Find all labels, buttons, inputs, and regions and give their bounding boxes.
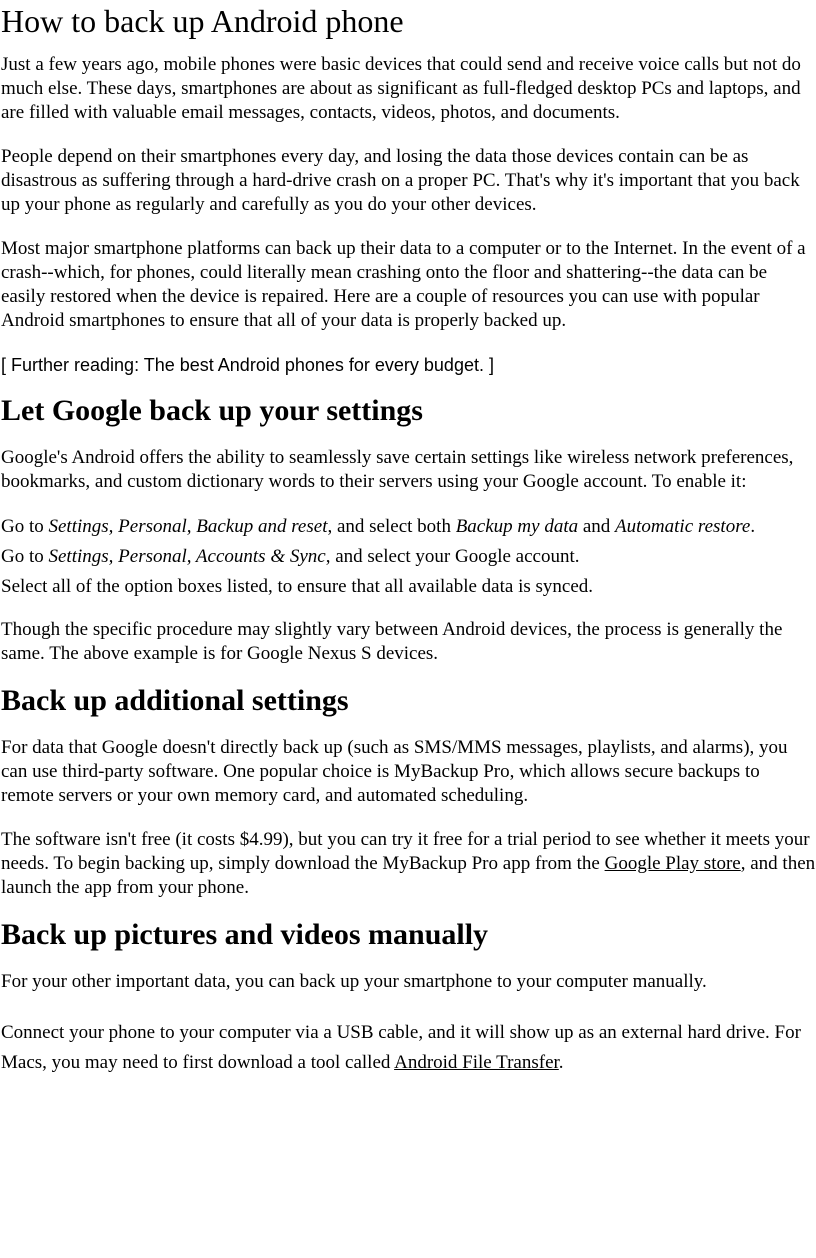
section-heading-google-backup: Let Google back up your settings — [1, 394, 423, 427]
android-file-transfer-link[interactable]: Android File Transfer — [394, 1052, 559, 1073]
option-backup-my-data: Backup my data — [455, 516, 579, 537]
option-automatic-restore: Automatic restore — [615, 516, 751, 537]
section1-paragraph-2: Though the specific procedure may slightly vary between Android devices, the process is generally the same. The above example is for Google Nexus S devices. — [1, 619, 783, 664]
google-play-store-link[interactable]: Google Play store — [604, 853, 741, 874]
further-reading-note: [ Further reading: The best Android phones for every budget. ] — [1, 355, 494, 375]
section2-paragraph-2: The software isn't free (it costs $4.99), but you can try it free for a trial period to see whether it meets your needs. To begin backing up, simply download the MyBackup Pro app from the Google Play store, and then launch the app from your phone. — [1, 829, 816, 898]
intro-paragraph-1: Just a few years ago, mobile phones were basic devices that could send and receive voice calls but not do much else. These days, smartphones are about as significant as full-fledged desktop PCs and laptops, and are filled with valuable email messages, contacts, videos, photos, and documents. — [1, 54, 801, 123]
step-2: Go to Settings, Personal, Accounts & Sync, and select your Google account. — [1, 546, 580, 567]
intro-paragraph-3: Most major smartphone platforms can back up their data to a computer or to the Internet. In the event of a crash--which, for phones, could literally mean crashing onto the floor and shattering--the data can be easily restored when the device is repaired. Here are a couple of resources you can use with popular Android smartphones to ensure that all of your data is properly backed up. — [1, 238, 806, 331]
step-3: Select all of the option boxes listed, to ensure that all available data is synced. — [1, 576, 593, 597]
section3-paragraph-1: For your other important data, you can back up your smartphone to your computer manually. — [1, 971, 707, 992]
step-1: Go to Settings, Personal, Backup and reset, and select both Backup my data and Automatic restore. — [1, 516, 756, 537]
settings-path-backup: Settings, Personal, Backup and reset — [48, 516, 328, 537]
page-title: How to back up Android phone — [1, 3, 404, 39]
section2-paragraph-1: For data that Google doesn't directly back up (such as SMS/MMS messages, playlists, and alarms), you can use third-party software. One popular choice is MyBackup Pro, which allows secure backups to remote servers or your own memory card, and automated scheduling. — [1, 737, 788, 806]
intro-paragraph-2: People depend on their smartphones every day, and losing the data those devices contain can be as disastrous as suffering through a hard-drive crash on a proper PC. That's why it's important that you back up your phone as regularly and carefully as you do your other devices. — [1, 146, 800, 215]
section1-paragraph-1: Google's Android offers the ability to seamlessly save certain settings like wireless network preferences, bookmarks, and custom dictionary words to their servers using your Google account. To enable it: — [1, 447, 794, 492]
article — [0, 2, 816, 1078]
section-heading-pictures-videos: Back up pictures and videos manually — [1, 918, 489, 951]
section3-paragraph-2: Connect your phone to your computer via a USB cable, and it will show up as an external hard drive. For Macs, you may need to first download a tool called Android File Transfer. — [1, 1022, 801, 1073]
steps-list — [1, 512, 816, 602]
settings-path-accounts: Settings, Personal, Accounts & Sync — [48, 546, 326, 567]
section-heading-additional-settings: Back up additional settings — [1, 684, 349, 717]
